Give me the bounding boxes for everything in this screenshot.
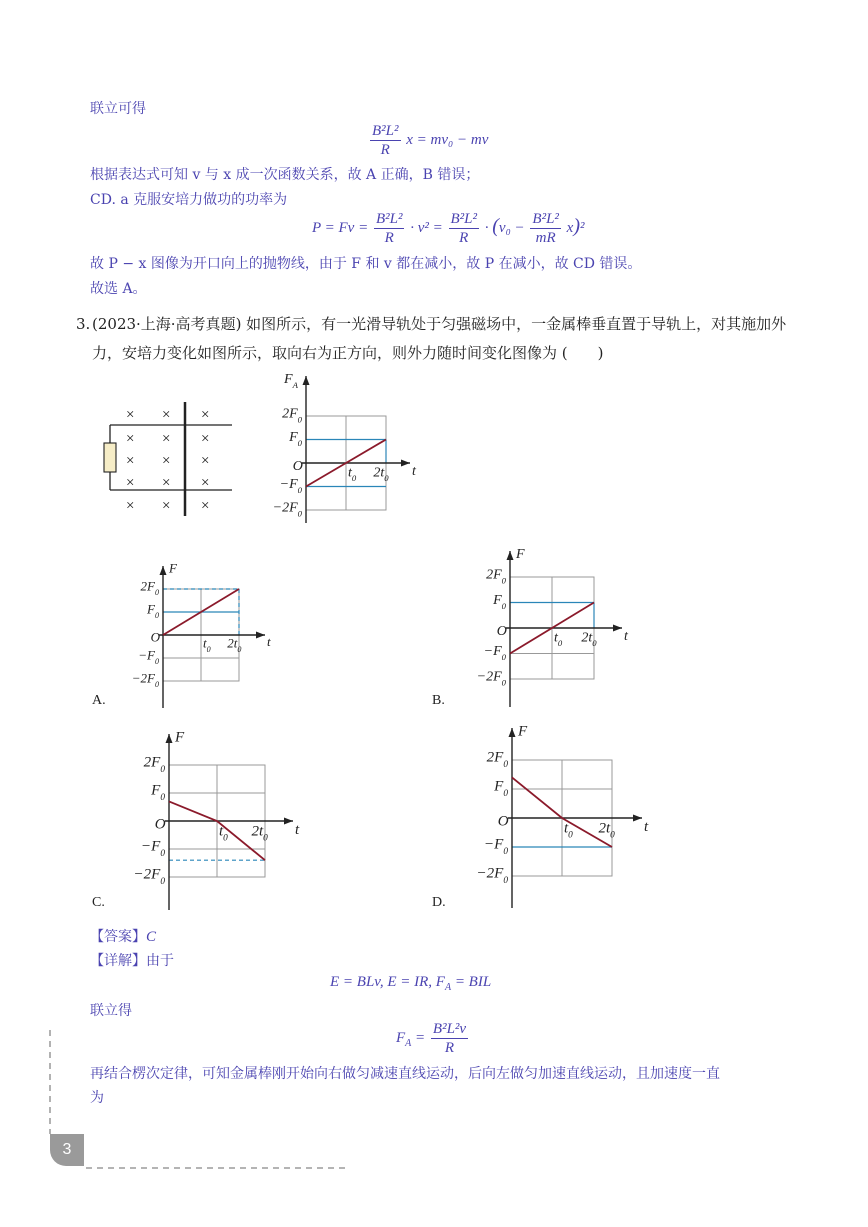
answer-value: C [146,929,157,945]
y-axis-label: F [175,729,185,746]
y-axis-arrow [509,728,516,737]
option-d-label[interactable]: D. [432,895,446,910]
circuit-diagram [100,400,240,520]
y-axis-label: F [169,560,177,576]
question-number: 3. [76,315,91,333]
origin-label: O [292,459,303,474]
svg-text:×: × [126,498,135,514]
magnetic-field-crosses [126,407,209,514]
svg-text:×: × [162,431,171,447]
tick-F0: $F_0$ [494,778,508,799]
svg-text:×: × [201,431,210,447]
answer-line [90,926,156,946]
t0-label: $t_0$ [219,823,228,844]
x-axis-arrow [401,460,410,467]
question-text: (2023·上海·高考真题) 如图所示，有一光滑导轨处于匀强磁场中，一金属棒垂直置于导轨上，对其施加外 [92,315,787,333]
equation: E = BLv, E = IR, $F_A$ = BIL [330,974,492,993]
tick-2F0: $2F_0$ [486,749,508,770]
y-axis-label: $F_A$ [284,372,298,390]
y-axis-label: F [516,547,525,562]
detail-line [90,950,174,970]
tick-minus-F0: $-F_0$ [138,647,159,666]
svg-text:×: × [126,453,135,469]
tick-F0: $F_0$ [289,429,302,448]
tick-2F0: $2F_0$ [140,578,159,597]
solution-text: 为 [90,1090,104,1106]
solution-text: 根据表达式可知 v 与 x 成一次函数关系，故 A 正确，B 错误； [90,167,480,183]
graph-FA [270,368,420,528]
tick-F0: $F_0$ [151,782,165,803]
detail-label: 【详解】 [90,953,146,969]
tick-F0: $F_0$ [493,592,506,611]
tick-minus-2F0: $-2F_0$ [272,500,302,519]
origin-label: O [150,629,161,645]
tick-minus-F0: $-F_0$ [141,838,165,859]
option-c-label[interactable]: C. [92,895,105,910]
svg-text:×: × [201,475,210,491]
x-axis-label: t [644,818,649,835]
x-axis-arrow [256,632,265,639]
t0-label: $t_0$ [203,635,211,654]
graph-option-c [125,728,300,913]
y-axis-label: F [518,723,528,740]
svg-text:×: × [126,431,135,447]
equation: P = Fv = $\frac{\text{B²L²}}{R}$ · v² = $\frac{\text{B²L²}}{R}$ · (v₀ − $\frac{\text{B²L²}}{mR}$ x)² [312,211,585,246]
2t0-label: $2t_0$ [598,820,615,841]
graph-option-b [470,545,630,710]
t0-label: $t_0$ [564,820,573,841]
page-decoration [40,1030,360,1175]
svg-text:×: × [201,407,210,423]
svg-text:×: × [126,407,135,423]
tick-2F0: $2F_0$ [486,567,506,586]
x-axis-label: t [624,628,628,644]
page-number: 3 [50,1134,84,1166]
equation: $F_A$ = $\frac{\text{B²L²v}}{R}$ [396,1021,467,1056]
y-axis-arrow [160,566,167,575]
option-b-label[interactable]: B. [432,693,445,708]
svg-text:×: × [162,498,171,514]
origin-label: O [496,624,507,639]
t0-label: $t_0$ [554,630,563,649]
tick-2F0: $2F_0$ [143,754,165,775]
question-text: 力，安培力变化如图所示，取向右为正方向，则外力随时间变化图像为 ( ) [92,344,604,362]
svg-text:×: × [162,407,171,423]
svg-text:×: × [162,453,171,469]
option-a-label[interactable]: A. [92,693,106,708]
origin-label: O [497,813,509,830]
x-axis-label: t [267,634,271,650]
solution-text: 联立得 [90,1003,132,1019]
tick-minus-F0: $-F_0$ [483,643,506,662]
origin-label: O [154,816,166,833]
x-axis-label: t [295,821,300,838]
x-axis-label: t [412,463,416,479]
tick-2F0: $2F_0$ [282,406,302,425]
answer-label: 【答案】 [90,929,146,945]
x-axis-arrow [613,625,622,632]
tick-F0: $F_0$ [147,601,159,620]
svg-text:×: × [162,475,171,491]
tick-minus-2F0: $-2F_0$ [476,865,508,886]
tick-minus-F0: $-F_0$ [279,476,302,495]
svg-text:×: × [201,453,210,469]
2t0-label: $2t_0$ [227,635,242,654]
detail-text: 由于 [146,953,174,969]
solution-text: 故 P − x 图像为开口向上的抛物线，由于 F 和 v 都在减小，故 P 在减小，故 CD 错误。 [90,256,642,272]
equation: $\frac{\text{B²L²}}{R}$ x = mv₀ − mv [372,123,489,158]
svg-text:×: × [126,475,135,491]
tick-minus-2F0: $-2F_0$ [131,670,159,689]
x-axis-arrow [284,818,293,825]
graph-option-d [470,722,650,912]
y-axis-arrow [166,734,173,743]
graph-option-a [125,560,275,710]
tick-minus-2F0: $-2F_0$ [476,669,506,688]
solution-text: 故选 A。 [90,281,147,297]
svg-text:×: × [201,498,210,514]
2t0-label: $2t_0$ [373,465,389,484]
x-axis-arrow [633,815,642,822]
y-axis-arrow [507,551,514,560]
solution-text: 联立可得 [90,101,146,117]
resistor [104,443,116,472]
solution-text: 再结合楞次定律，可知金属棒刚开始向右做匀减速直线运动，后向左做匀加速直线运动，且加速度一直 [90,1066,720,1082]
t0-label: $t_0$ [348,465,357,484]
solution-text: CD. a 克服安培力做功的功率为 [90,192,288,208]
2t0-label: $2t_0$ [581,630,597,649]
tick-minus-2F0: $-2F_0$ [133,866,165,887]
tick-minus-F0: $-F_0$ [484,836,508,857]
y-axis-arrow [303,376,310,385]
2t0-label: $2t_0$ [251,823,268,844]
